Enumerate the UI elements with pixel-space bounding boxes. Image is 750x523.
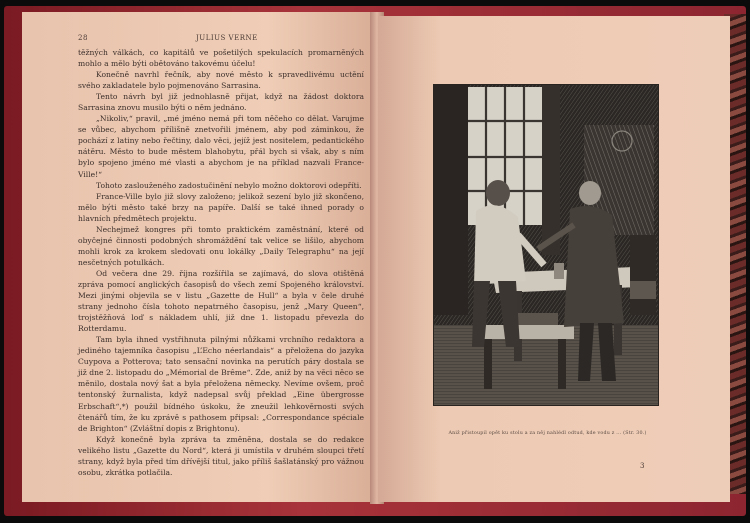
illustration-caption: Aniž přistoupil opět ku stolu a za něj nahlédl odtud, kde vodu z ... (Str. 30.) xyxy=(448,431,647,436)
paragraph: Konečně navrhl řečník, aby nové město k spravedlivému uctění svého zakladatele bylo pojmenováno Sarrasina. xyxy=(78,70,364,91)
paragraph: Tento návrh byl již jednohlasně přijat, když na žádost doktora Sarrasina znovu musilo býti o něm jednáno. xyxy=(78,92,364,113)
left-page-number: 28 xyxy=(78,34,88,42)
paragraph: Od večera dne 29. října rozšířila se zajímavá, do slova otištěná zpráva pomocí anglických časopisů do všech zemí Spojeného království. Mezi jinými objevila se v listu „Gazette de Hull“ a byla v čele druhé strany jednoho čísla tohoto nepatrného časopisu, jenž „Mary Queen“, trojstěžňová loď s nákladem uhlí, již dne 1. listopadu převezla do Rotterdamu. xyxy=(78,268,364,334)
right-page-number: 3 xyxy=(640,462,645,470)
left-page-text xyxy=(78,47,364,478)
engraving-illustration xyxy=(433,84,659,406)
paragraph: těžných válkách, co kapitálů ve pošetilých spekulacích promarněných mohlo a mělo býti obětováno takovému účelu! xyxy=(78,48,364,69)
paragraph: France-Ville bylo již slovy založeno; jelikož sezení bylo již skončeno, mělo býti město také brzy na papíře. Další se také ihned porady o hlavních předmětech projektu. xyxy=(78,191,364,223)
paragraph: Nechejmež kongres při tomto praktickém zaměstnání, které od obyčejné činnosti podobných shromáždění tak velice se lišilo, abychom mohli krok za krokem sledovati onu lokálky „Daily Telegraphu“ na její nesčetných potulkách. xyxy=(78,224,364,267)
paragraph: Tam byla ihned vystřihnuta pilnými nůžkami vrchního redaktora a jediného tajemníka časopisu „L’Echo néerlandais“ a přeložena do jazyka Cuypova a Potterova; tato sensační novinka na perutích páry dostala se již dne 2. listopadu do „Mémorial de Brême“. Zde, aniž by na věci něco se měnilo, dostala nový šat a byla přeložena německy. Nevíme ovšem, proč tentonský žurnalista, když nadepsal svůj překlad „Eine übergrosse Erbschaft“,*) použil bídného úskoku, že zneužil lehkověrnosti svých čtenářů tím, že ku zprávě s pathosem připsal: „Correspondance spéciale de Brighton“ (Zvláštní dopis z Brightonu). xyxy=(78,335,364,433)
paragraph: Když konečně byla zpráva ta změněna, dostala se do redakce velikého listu „Gazette du Nord“, která ji umístila v druhém sloupci třetí strany, když byla před tím dřívější titul, jako příliš šašlatánský pro vážnou osobu, zkrátka potlačila. xyxy=(78,434,364,477)
running-head: JULIUS VERNE xyxy=(196,34,258,42)
paragraph: Tohoto zaslouženého zadostučinění nebylo možno doktorovi odepříti. xyxy=(96,180,362,190)
paragraph: „Nikoliv,“ pravil, „mé jméno nemá při tom něčeho co dělat. Varujme se vůbec, abychom přílišně znetvořili jménem, aby pod záminkou, že pochází z latiny nebo řečtiny, dalo věci, jejíž jest nositelem, pedantického nátěru. Město to bude městem blahobytu, přál bych si však, aby s ním bylo spojeno jméno mé vlasti a abychom je na příklad nazvali France-Ville!“ xyxy=(78,114,364,179)
